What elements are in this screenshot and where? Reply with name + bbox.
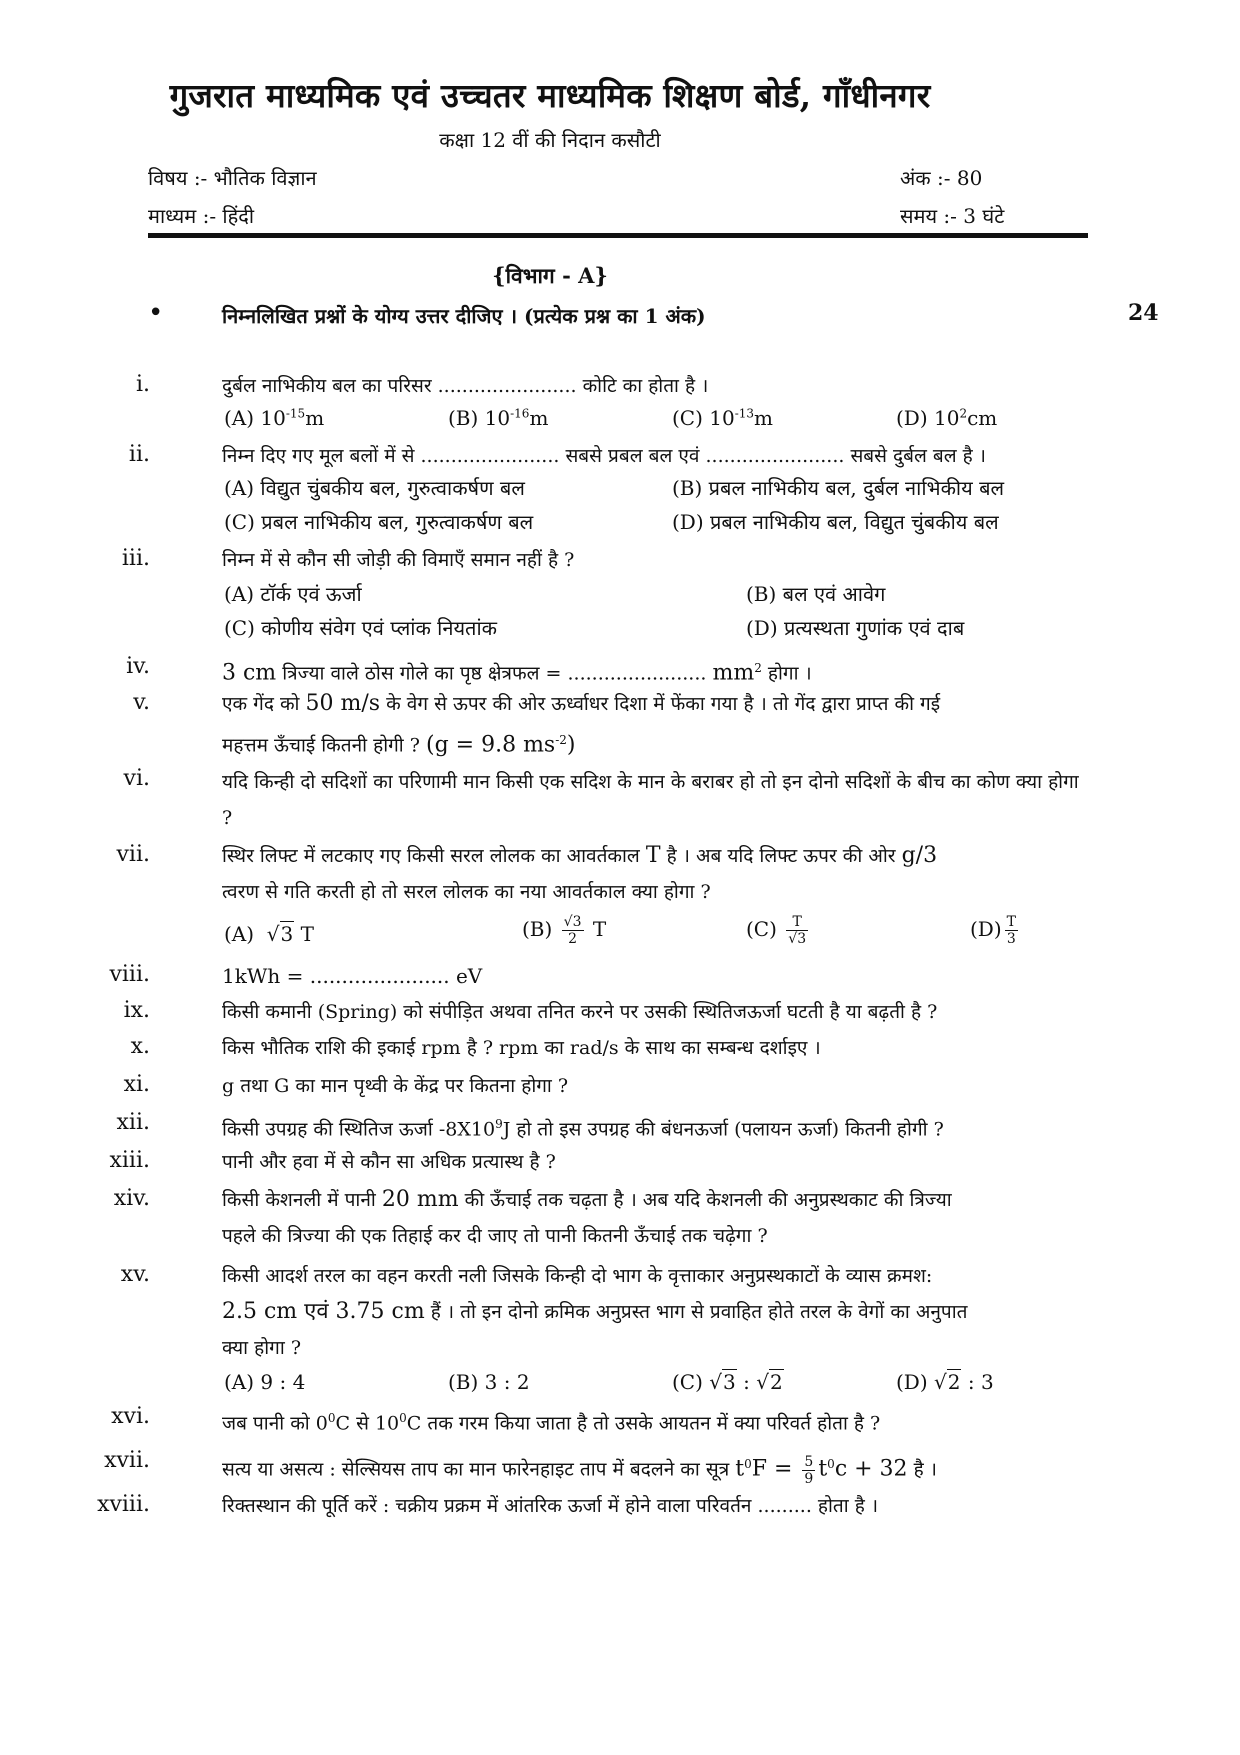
question-text: 3 cm त्रिज्या वाले ठोस गोले का पृष्ठ क्षेत्रफल = ....................... $mm^2$ होगा ।: [222, 660, 812, 686]
option-a: (A) विद्युत चुंबकीय बल, गुरुत्वाकर्षण बल: [224, 476, 525, 500]
question-number: xv.: [120, 1262, 150, 1287]
option-b: (B) $10^{-16}m$: [448, 406, 549, 430]
question-number: x.: [130, 1034, 150, 1059]
section-marks: 24: [1128, 300, 1159, 326]
option-d: (D) $10^2cm$: [896, 406, 998, 430]
subject-label: विषय :- भौतिक विज्ञान: [148, 166, 317, 190]
option-d: (D) प्रबल नाभिकीय बल, विद्युत चुंबकीय बल: [672, 510, 999, 534]
question-number: xviii.: [97, 1492, 150, 1517]
medium-label: माध्यम :- हिंदी: [148, 204, 255, 228]
question-text: निम्न में से कौन सी जोड़ी की विमाएँ समान नहीं है ?: [222, 549, 575, 571]
question-text: निम्न दिए गए मूल बलों में से ....................... सबसे प्रबल बल एवं ....................... सबसे दुर्बल बल है ।: [222, 445, 986, 467]
question-number: xi.: [123, 1072, 150, 1097]
section-instruction: निम्नलिखित प्रश्नों के योग्य उत्तर दीजिए । (प्रत्येक प्रश्न का 1 अंक): [222, 304, 706, 328]
option-a: (A) √3 T: [224, 922, 314, 946]
option-a: (A) टॉर्क एवं ऊर्जा: [224, 582, 362, 606]
header-divider: [148, 233, 1088, 238]
option-c: (C) √3 : √2: [672, 1370, 783, 1394]
option-c: (C) $10^{-13}m$: [672, 406, 774, 430]
question-text: पानी और हवा में से कौन सा अधिक प्रत्यास्थ है ?: [222, 1151, 556, 1173]
question-text: दुर्बल नाभिकीय बल का परिसर ....................... कोटि का होता है ।: [222, 375, 709, 397]
question-number: xvii.: [104, 1448, 150, 1473]
question-text: किस भौतिक राशि की इकाई rpm है ? rpm का rad/s के साथ का सम्बन्ध दर्शाइए ।: [222, 1037, 821, 1059]
option-b: (B) बल एवं आवेग: [746, 582, 886, 606]
question-text: यदि किन्ही दो सदिशों का परिणामी मान किसी एक सदिश के मान के बराबर हो तो इन दोनो सदिशों के बीच का कोण क्या होगा ?: [222, 771, 1079, 829]
bullet-icon: •: [148, 298, 164, 328]
question-text: g तथा G का मान पृथ्वी के केंद्र पर कितना होगा ?: [222, 1075, 569, 1097]
question-number: xvi.: [111, 1404, 150, 1429]
question-number: viii.: [109, 962, 150, 987]
question-number: xiii.: [109, 1148, 150, 1173]
question-text: किसी केशनली में पानी 20 mm की ऊँचाई तक चढ़ता है । अब यदि केशनली की अनुप्रस्थकाट की त्रिज्या पहले की त्रिज्या की एक तिहाई कर दी जाए तो पानी कितनी ऊँचाई तक चढ़ेगा ?: [222, 1187, 952, 1247]
option-d: (D) प्रत्यस्थता गुणांक एवं दाब: [746, 616, 965, 640]
question-number: ix.: [123, 998, 150, 1023]
time-label: समय :- 3 घंटे: [900, 204, 1005, 228]
question-number: iv.: [126, 654, 150, 679]
section-title: {विभाग - A}: [492, 263, 608, 288]
question-text: सत्य या असत्य : सेल्सियस ताप का मान फारेनहाइट ताप में बदलने का सूत्र $t^0F$ = $\frac{5}{9}$ $t^0c + 32$ है ।: [222, 1453, 937, 1487]
question-text: रिक्तस्थान की पूर्ति करें : चक्रीय प्रक्रम में आंतरिक ऊर्जा में होने वाला परिवर्तन ......... होता है ।: [222, 1495, 879, 1517]
question-text: एक गेंद को 50 m/s के वेग से ऊपर की ओर ऊर्ध्वाधर दिशा में फेंका गया है । तो गेंद द्वारा प्राप्त की गई महत्तम ऊँचाई कितनी होगी ? (g = 9.8 $ms^{-2}$): [222, 691, 941, 758]
option-c: (C) $\frac{T}{√3}$: [746, 914, 807, 947]
question-text: जब पानी को $0^0C$ से $10^0C$ तक गरम किया जाता है तो उसके आयतन में क्या परिवर्त होता है ?: [222, 1411, 881, 1435]
option-d: (D) √2 : 3: [896, 1370, 994, 1394]
question-number: xiv.: [113, 1186, 150, 1211]
option-b: (B) $\frac{√3}{2}$ T: [522, 914, 607, 947]
option-b: (B) प्रबल नाभिकीय बल, दुर्बल नाभिकीय बल: [672, 476, 1005, 500]
option-c: (C) कोणीय संवेग एवं प्लांक नियतांक: [224, 616, 497, 640]
board-title: गुजरात माध्यमिक एवं उच्चतर माध्यमिक शिक्षण बोर्ड, गाँधीनगर: [169, 76, 931, 115]
question-text: स्थिर लिफ्ट में लटकाए गए किसी सरल लोलक का आवर्तकाल T है । अब यदि लिफ्ट ऊपर की ओर g/3 त्वरण से गति करती हो तो सरल लोलक का नया आवर्तकाल क्या होगा ?: [222, 843, 938, 903]
option-d: (D) $\frac{T}{3}$: [970, 914, 1016, 947]
option-a: (A) $10^{-15}m$: [224, 406, 325, 430]
question-number: v.: [133, 690, 150, 715]
question-text: किसी कमानी (Spring) को संपीड़ित अथवा तनित करने पर उसकी स्थितिजऊर्जा घटती है या बढ़ती है ?: [222, 1001, 938, 1023]
option-a: (A) 9 : 4: [224, 1370, 306, 1394]
question-number: vii.: [116, 842, 150, 867]
question-number: ii.: [128, 442, 150, 467]
question-number: vi.: [123, 766, 150, 791]
question-number: iii.: [121, 546, 150, 571]
question-number: xii.: [116, 1110, 150, 1135]
question-text: 1kWh = ...................... eV: [222, 964, 483, 988]
marks-label: अंक :- 80: [900, 166, 983, 190]
question-text: किसी आदर्श तरल का वहन करती नली जिसके किन्ही दो भाग के वृत्ताकार अनुप्रस्थकाटों के व्यास क्रमश: 2.5 cm एवं 3.75 cm हैं । तो इन दोनो क्रमिक अनुप्रस्त भाग से प्रवाहित होते तरल के वेगों का अनुपात क्या होगा ?: [222, 1265, 968, 1359]
option-b: (B) 3 : 2: [448, 1370, 530, 1394]
option-c: (C) प्रबल नाभिकीय बल, गुरुत्वाकर्षण बल: [224, 510, 534, 534]
question-number: i.: [135, 372, 150, 397]
exam-title: कक्षा 12 वीं की निदान कसौटी: [439, 128, 661, 152]
question-text: किसी उपग्रह की स्थितिज ऊर्जा $-8X10^9J$ हो तो इस उपग्रह की बंधनऊर्जा (पलायन ऊर्जा) कितनी होगी ?: [222, 1117, 944, 1141]
